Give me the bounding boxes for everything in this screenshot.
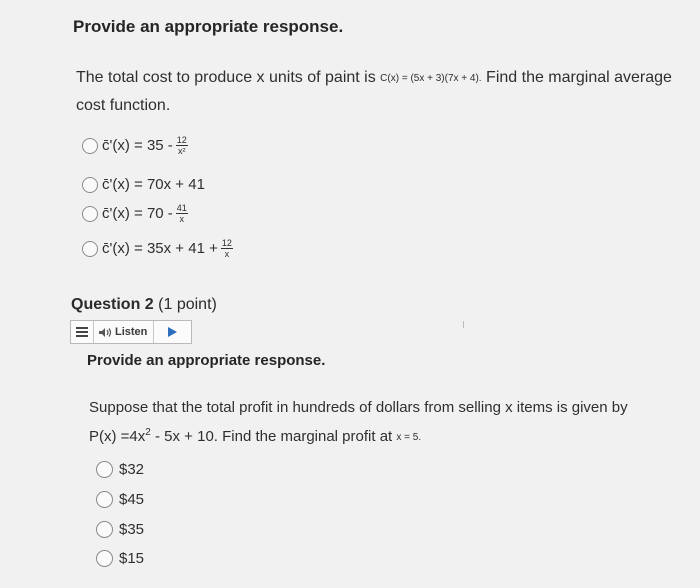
fraction bbox=[176, 203, 188, 224]
fraction-numerator: 41 bbox=[176, 203, 187, 213]
question1-text-after: Find the marginal average cost function. bbox=[76, 69, 672, 114]
question2-number: Question 2 bbox=[71, 296, 154, 313]
radio-button[interactable] bbox=[96, 491, 113, 508]
radio-button[interactable] bbox=[82, 241, 98, 257]
exponent: 2 bbox=[145, 427, 151, 438]
question2-text bbox=[89, 395, 689, 450]
question2-title bbox=[71, 296, 217, 314]
radio-button[interactable] bbox=[82, 206, 98, 222]
q2-option-1[interactable] bbox=[96, 461, 144, 478]
q1-option-2[interactable] bbox=[82, 176, 205, 193]
fraction bbox=[176, 135, 188, 156]
question2-heading: Provide an appropriate response. bbox=[87, 352, 326, 369]
option-label: $15 bbox=[119, 550, 145, 567]
evaluation-point: x = 5. bbox=[396, 432, 422, 443]
question2-points: (1 point) bbox=[158, 296, 217, 313]
listen-widget bbox=[70, 320, 192, 344]
q1-option-1[interactable] bbox=[82, 135, 188, 156]
fraction-denominator: x bbox=[224, 249, 230, 259]
fraction-denominator: x bbox=[179, 214, 185, 224]
option-label: $35 bbox=[119, 521, 145, 538]
question1-heading: Provide an appropriate response. bbox=[73, 17, 344, 36]
cost-function: C(x) = (5x + 3)(7x + 4). bbox=[380, 73, 482, 84]
menu-icon[interactable] bbox=[71, 321, 94, 343]
radio-button[interactable] bbox=[82, 138, 98, 154]
fraction-numerator: 12 bbox=[221, 238, 232, 248]
fraction-numerator: 12 bbox=[176, 135, 187, 145]
question1-text bbox=[76, 64, 696, 119]
option-label: $32 bbox=[119, 461, 145, 478]
radio-button[interactable] bbox=[96, 550, 113, 567]
fraction-denominator: x² bbox=[178, 146, 186, 156]
radio-button[interactable] bbox=[82, 177, 98, 193]
option-expression: c̄'(x) = 70x + 41 bbox=[102, 176, 205, 193]
option-expression: c̄'(x) = 35 - bbox=[102, 137, 173, 154]
listen-label: Listen bbox=[115, 326, 148, 338]
question1-text-before: The total cost to produce x units of paint is bbox=[76, 69, 376, 86]
option-label: $45 bbox=[119, 491, 145, 508]
listen-button[interactable] bbox=[94, 321, 154, 343]
option-expression: c̄'(x) = 35x + 41 + bbox=[102, 240, 218, 257]
fraction bbox=[221, 238, 233, 259]
question2-text-middle: - 5x + 10. Find the marginal profit at bbox=[150, 428, 393, 445]
speaker-icon bbox=[99, 327, 112, 338]
question2-text-line1: Suppose that the total profit in hundreds of dollars from selling x items is given by bbox=[89, 399, 628, 416]
question2-text-line2 bbox=[89, 420, 689, 450]
play-button[interactable] bbox=[154, 321, 191, 343]
play-icon bbox=[168, 327, 177, 337]
stray-mark bbox=[463, 321, 464, 328]
q2-option-4[interactable] bbox=[96, 550, 144, 567]
q2-option-3[interactable] bbox=[96, 521, 144, 538]
q1-option-4[interactable] bbox=[82, 238, 233, 259]
radio-button[interactable] bbox=[96, 461, 113, 478]
q2-option-2[interactable] bbox=[96, 491, 144, 508]
profit-function: P(x) =4x bbox=[89, 428, 146, 445]
q1-option-3[interactable] bbox=[82, 203, 188, 224]
option-expression: c̄'(x) = 70 - bbox=[102, 205, 173, 222]
radio-button[interactable] bbox=[96, 521, 113, 538]
